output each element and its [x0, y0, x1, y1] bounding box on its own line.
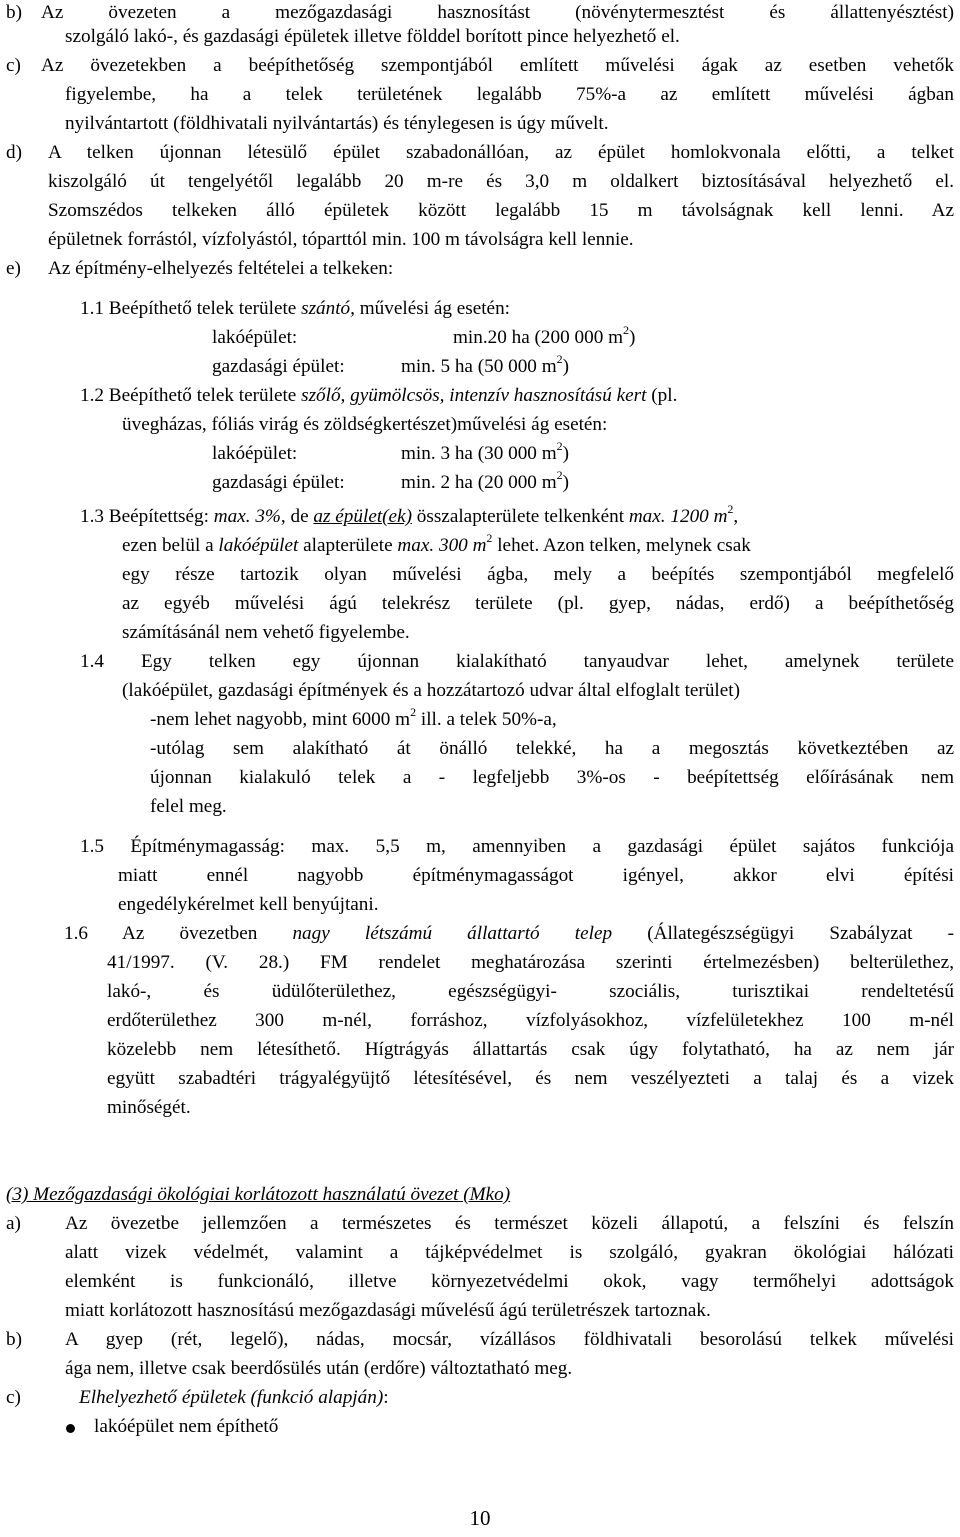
section-1-3-line3: egy része tartozik olyan művelési ágba, mely a beépítés szempontjából megfelelő: [122, 564, 954, 585]
section-1-1-line1: [80, 298, 510, 320]
section-1-5-line2: miatt ennél nagyobb építménymagasságot igényel, akkor elvi építési: [118, 865, 954, 886]
section-1-6-line6: együtt szabadtéri trágyalégyüjtő létesítésével, és nem veszélyezteti a talaj és a vizek: [107, 1068, 954, 1089]
paragraph-c-line1: Az övezetekben a beépíthetőség szempontjából említett művelési ágak az esetben vehetők: [41, 55, 954, 76]
section-1-6-line2: 41/1997. (V. 28.) FM rendelet meghatározása szerinti értelmezésben) belterülethez,: [107, 952, 954, 973]
item-label-a3: a): [6, 1213, 21, 1234]
paragraph-a3-line1: Az övezetbe jellemzően a természetes és természet közeli állapotú, a felszíni és felszín: [65, 1213, 954, 1234]
section-1-3-line1: 1.3 Beépítettség: max. 3%, de az épület(ek) összalapterülete telkenként max. 1200 $m^2$,: [80, 502, 739, 527]
paragraph-a3-line4: miatt korlátozott hasznosítású mezőgazdasági művelésű ágú területrészek tartoznak.: [65, 1300, 711, 1321]
paragraph-d-line4: épületnek forrástól, vízfolyástól, tóparttól min. 100 m távolságra kell lennie.: [48, 229, 634, 250]
page-number: 10: [469, 1506, 491, 1530]
paragraph-b-line1: Az övezeten a mezőgazdasági hasznosítást (növénytermesztést és állattenyésztést): [41, 2, 954, 23]
s12-gazdasagi-label: gazdasági épület:: [212, 472, 345, 493]
section-1-6-line1: 1.6 Az övezetben nagy létszámú állattartó telep (Állategészségügyi Szabályzat -: [64, 923, 954, 944]
section-1-2-line2: üvegházas, fóliás virág és zöldségkertészet)művelési ág esetén:: [122, 414, 608, 435]
item-label-d: d): [6, 142, 22, 163]
s12-gazdasagi-value: min. 2 ha (20 000 $m^2$): [401, 468, 570, 493]
paragraph-a3-line3: elemként is funkcionáló, illetve környezetvédelmi okok, vagy termőhelyi adottságok: [65, 1271, 954, 1292]
paragraph-b3-line2: ága nem, illetve csak beerdősülés után (erdőre) változtatható meg.: [65, 1358, 573, 1379]
s11-gazdasagi-label: gazdasági épület:: [212, 356, 345, 377]
paragraph-a3-line2: alatt vizek védelmét, valamint a tájképvédelmet is szolgáló, gyakran ökológiai hálózati: [65, 1242, 954, 1263]
section-1-5-line1: 1.5 Építménymagasság: max. 5,5 m, amennyiben a gazdasági épület sajátos funkciója: [80, 836, 954, 857]
section-1-4-line5: újonnan kialakuló telek a - legfeljebb 3%-os - beépítettség előírásának nem: [150, 767, 954, 788]
paragraph-d-line3: Szomszédos telkeken álló épületek között legalább 15 m távolságnak kell lenni. Az: [48, 200, 954, 221]
item-label-b3: b): [6, 1329, 22, 1350]
section-1-3-line5: számításánál nem vehető figyelembe.: [122, 622, 410, 643]
section-1-4-line4: -utólag sem alakítható át önálló telekké, ha a megosztás következtében az: [150, 738, 954, 759]
paragraph-c-line2: figyelembe, ha a telek területének legalább 75%-a az említett művelési ágban: [65, 84, 954, 105]
section-1-4-line1: 1.4 Egy telken egy újonnan kialakítható tanyaudvar lehet, amelynek területe: [80, 651, 954, 672]
section-1-4-line3: -nem lehet nagyobb, mint 6000 $m^2$ ill. a telek 50%-a,: [150, 705, 557, 730]
item-label-c: c): [6, 55, 21, 76]
s11-lakoepulet-label: lakóépület:: [212, 327, 298, 348]
section-1-4-line2: (lakóépület, gazdasági építmények és a hozzátartozó udvar által elfoglalt terület): [122, 680, 740, 701]
paragraph-c-line3: nyilvántartott (földhivatali nyilvántartás) és ténylegesen is úgy művelt.: [65, 113, 609, 134]
section-1-6-line5: közelebb nem létesíthető. Hígtrágyás állattartás csak úgy folytatható, ha az nem jár: [107, 1039, 954, 1060]
section-1-6-line3: lakó-, és üdülőterülethez, egészségügyi- szociális, turisztikai rendeltetésű: [107, 981, 954, 1002]
section-1-3-line4: az egyéb művelési ágú telekrész területe (pl. gyep, nádas, erdő) a beépíthetőség: [122, 593, 954, 614]
item-label-e: e): [6, 258, 21, 279]
s12-italic: szőlő, gyümölcsös, intenzív hasznosítású kert: [301, 385, 647, 406]
section-3-heading: (3) Mezőgazdasági ökológiai korlátozott használatú övezet (Mko): [6, 1184, 511, 1205]
bullet-dot-icon: [66, 1424, 75, 1433]
s11-italic: szántó,: [301, 298, 355, 319]
section-1-3-line2: ezen belül a lakóépület alapterülete max. 300 $m^2$ lehet. Azon telken, melynek csak: [122, 531, 751, 556]
section-1-6-line4: erdőterülethez 300 m-nél, forráshoz, vízfolyásokhoz, vízfelületekhez 100 m-nél: [107, 1010, 954, 1031]
section-1-4-line6: felel meg.: [150, 796, 227, 817]
paragraph-d-line2: kiszolgáló út tengelyétől legalább 20 m-re és 3,0 m oldalkert biztosításával helyezhető el.: [48, 171, 954, 192]
item-label-c3: c): [6, 1387, 21, 1408]
s11-text: 1.1 Beépíthető telek területe: [80, 298, 302, 319]
section-1-2-line1: 1.2 Beépíthető telek területe szőlő, gyümölcsös, intenzív hasznosítású kert (pl.: [80, 385, 678, 406]
section-1-6-line7: minőségét.: [107, 1097, 191, 1118]
s12-lakoepulet-value: min. 3 ha (30 000 $m^2$): [401, 439, 570, 464]
paragraph-d-line1: A telken újonnan létesülő épület szabadonállóan, az épület homlokvonala előtti, a telket: [48, 142, 954, 163]
paragraph-c3-line1: Elhelyezhető épületek (funkció alapján):: [79, 1387, 389, 1408]
s11-text-end: művelési ág esetén:: [354, 298, 510, 319]
list-item-bullet1: lakóépület nem építhető: [94, 1416, 279, 1437]
s11-gazdasagi-value: min. 5 ha (50 000 $m^2$): [401, 352, 570, 377]
section-1-5-line3: engedélykérelmet kell benyújtani.: [118, 894, 379, 915]
item-label-b: b): [6, 2, 22, 23]
paragraph-e-line1: Az építmény-elhelyezés feltételei a telkeken:: [48, 258, 394, 279]
s12-lakoepulet-label: lakóépület:: [212, 443, 298, 464]
s11-lakoepulet-value: min.20 ha (200 000 $m^2$): [453, 323, 636, 348]
paragraph-b-line2: szolgáló lakó-, és gazdasági épületek illetve földdel borított pince helyezhető el.: [65, 26, 680, 47]
paragraph-b3-line1: A gyep (rét, legelő), nádas, mocsár, vízállásos földhivatali besorolású telkek művelési: [65, 1329, 954, 1350]
